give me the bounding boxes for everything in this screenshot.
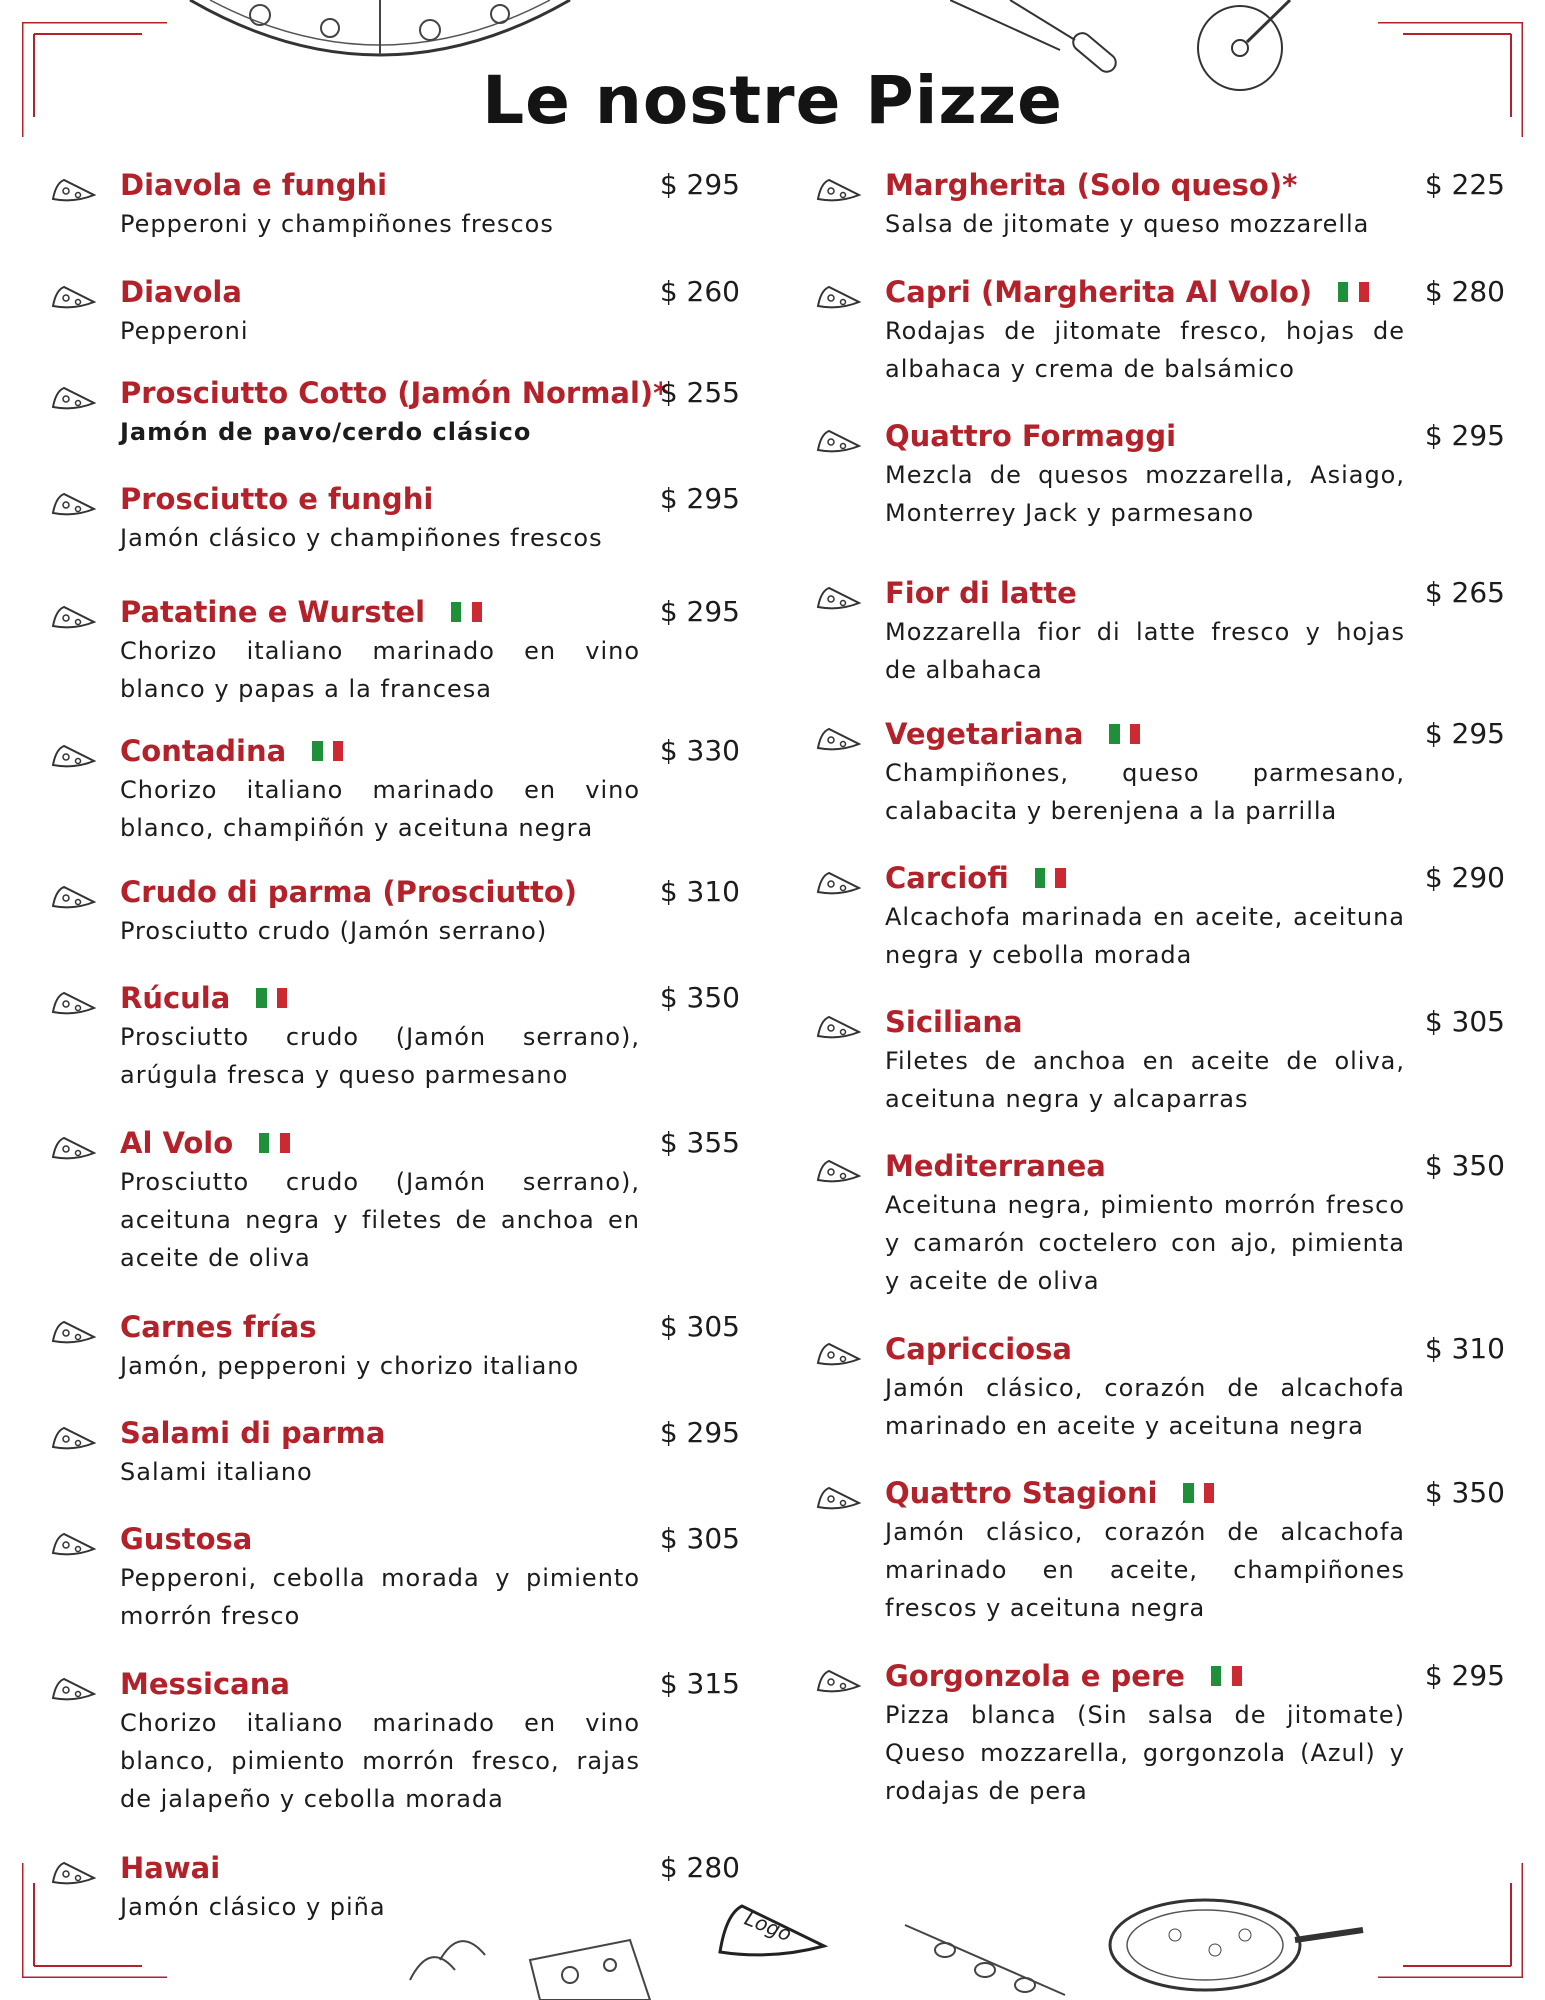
pizza-slice-icon [50,884,96,910]
menu-item-name [120,731,343,771]
menu-item-name-text: Fior di latte [885,576,1077,610]
menu-item-name [120,479,433,519]
menu-item-description: Mezcla de quesos mozzarella, Asiago, Monterrey Jack y parmesano [885,461,1405,527]
menu-item-price: $ 260 [659,275,740,308]
menu-item-price: $ 310 [659,875,740,908]
menu-item-price: $ 355 [659,1126,740,1159]
menu-item-name-text: Carciofi [885,861,1009,895]
italy-flag-icon [1109,724,1140,744]
menu-item-description: Jamón clásico, corazón de alcachofa marinado en aceite, champiñones frescos y aceituna negra [885,1518,1405,1622]
corner-frame-bottom-right [1378,1863,1523,1978]
menu-item-price: $ 330 [659,734,740,767]
pizza-slice-icon [815,1341,861,1367]
menu-item-description: Prosciutto crudo (Jamón serrano) [120,917,548,945]
menu-item-price: $ 280 [1424,275,1505,308]
menu-item-description: Rodajas de jitomate fresco, hojas de albahaca y crema de balsámico [885,317,1405,383]
italy-flag-icon [256,988,287,1008]
menu-item-name-text: Vegetariana [885,717,1084,751]
menu-item-price: $ 295 [659,595,740,628]
menu-item-price: $ 265 [1424,576,1505,609]
menu-item-price: $ 295 [659,168,740,201]
menu-item-price: $ 295 [1424,717,1505,750]
menu-item-price: $ 315 [659,1667,740,1700]
menu-item-name [885,714,1140,754]
menu-item-description: Salami italiano [120,1458,313,1486]
logo-text: Logo [741,1905,796,1947]
menu-item-description: Aceituna negra, pimiento morrón fresco y camarón coctelero con ajo, pimienta y aceite de oliva [885,1191,1405,1295]
menu-item-name [120,872,577,912]
menu-item-name-text: Gorgonzola e pere [885,1659,1185,1693]
menu-item-description: Jamón clásico y piña [120,1893,386,1921]
menu-item-name [120,1123,290,1163]
menu-item-price: $ 350 [1424,1476,1505,1509]
menu-item-description: Mozzarella fior di latte fresco y hojas de albahaca [885,618,1405,684]
menu-item-price: $ 280 [659,1851,740,1884]
menu-item-price: $ 290 [1424,861,1505,894]
menu-item-name-text: Prosciutto Cotto (Jamón Normal)* [120,376,669,410]
pizza-slice-icon [50,385,96,411]
mushroom-cheese-illustration-icon [400,1900,660,2000]
menu-item-name [885,272,1369,312]
pizza-slice-icon [50,1531,96,1557]
menu-item-name [120,272,242,312]
menu-item-price: $ 295 [1424,1659,1505,1692]
menu-item-name [120,592,482,632]
pizza-slice-icon [815,1014,861,1040]
menu-item-price: $ 295 [659,1416,740,1449]
menu-item-name [120,978,287,1018]
menu-item-name-text: Gustosa [120,1522,253,1556]
menu-item-name-text: Messicana [120,1667,290,1701]
menu-item-name-text: Quattro Formaggi [885,419,1177,453]
menu-item-name [120,1519,252,1559]
menu-item-description: Champiñones, queso parmesano, calabacita y berenjena a la parrilla [885,759,1405,825]
pizza-slice-icon [815,1668,861,1694]
menu-item-description: Prosciutto crudo (Jamón serrano), arúgula fresca y queso parmesano [120,1023,640,1089]
pizza-slice-icon [50,990,96,1016]
menu-item-name [885,858,1066,898]
menu-item-name-text: Salami di parma [120,1416,386,1450]
menu-item-name-text: Quattro Stagioni [885,1476,1158,1510]
menu-item-description: Jamón clásico y champiñones frescos [120,524,603,552]
logo [712,1902,832,1962]
menu-item-description: Jamón, pepperoni y chorizo italiano [120,1352,580,1380]
menu-item-name-text: Carnes frías [120,1310,317,1344]
menu-item-name-text: Diavola e funghi [120,168,388,202]
pizza-slice-icon [815,726,861,752]
olive-branch-icon [895,1905,1075,2000]
pizza-slice-icon [815,585,861,611]
menu-item-name [120,373,668,413]
menu-item-price: $ 350 [659,981,740,1014]
menu-item-price: $ 305 [659,1522,740,1555]
pizza-slice-icon [815,284,861,310]
menu-item-name [885,573,1077,613]
pizza-slice-icon [50,491,96,517]
menu-item-name-text: Diavola [120,275,242,309]
menu-item-description: Chorizo italiano marinado en vino blanco, pimiento morrón fresco, rajas de jalapeño y cebolla morada [120,1709,640,1813]
menu-item-description: Pepperoni y champiñones frescos [120,210,554,238]
menu-item-name-text: Crudo di parma (Prosciutto) [120,875,577,909]
pizza-slice-icon [50,177,96,203]
italy-flag-icon [1183,1483,1214,1503]
menu-item-description: Salsa de jitomate y queso mozzarella [885,210,1370,238]
menu-item-name-text: Siciliana [885,1005,1023,1039]
pizza-slice-icon [815,177,861,203]
pizza-slice-icon [815,428,861,454]
menu-item-name-text: Rúcula [120,981,231,1015]
italy-flag-icon [1035,868,1066,888]
menu-item-name [885,1473,1214,1513]
menu-item-name [120,1413,385,1453]
menu-item-price: $ 255 [659,376,740,409]
italy-flag-icon [312,741,343,761]
menu-title: Le nostre Pizze [482,62,1063,139]
menu-item-name-text: Contadina [120,734,287,768]
menu-item-name [885,1329,1072,1369]
menu-item-description: Alcachofa marinada en aceite, aceituna negra y cebolla morada [885,903,1405,969]
pizza-illustration-icon [180,0,580,60]
menu-item-name [120,1848,220,1888]
menu-item-name-text: Hawai [120,1851,221,1885]
menu-item-name [885,416,1176,456]
menu-item-name [120,1307,317,1347]
menu-item-price: $ 310 [1424,1332,1505,1365]
italy-flag-icon [1211,1666,1242,1686]
menu-item-description: Pizza blanca (Sin salsa de jitomate) Queso mozzarella, gorgonzola (Azul) y rodajas de pera [885,1701,1405,1805]
menu-item-description: Filetes de anchoa en aceite de oliva, aceituna negra y alcaparras [885,1047,1405,1113]
menu-item-price: $ 225 [1424,168,1505,201]
pizza-slice-icon [50,1135,96,1161]
pizza-peel-icon [1105,1890,1365,2000]
menu-item-description: Prosciutto crudo (Jamón serrano), aceituna negra y filetes de anchoa en aceite de oliva [120,1168,640,1272]
pizza-slice-icon [815,870,861,896]
menu-item-description: Pepperoni [120,317,249,345]
menu-item-name-text: Al Volo [120,1126,234,1160]
menu-item-description: Chorizo italiano marinado en vino blanco, champiñón y aceituna negra [120,776,640,842]
italy-flag-icon [259,1133,290,1153]
menu-item-price: $ 305 [1424,1005,1505,1038]
menu-item-name-text: Patatine e Wurstel [120,595,426,629]
menu-item-name-text: Prosciutto e funghi [120,482,434,516]
pizza-slice-icon [50,604,96,630]
menu-item-name-text: Capri (Margherita Al Volo) [885,275,1313,309]
pizza-slice-icon [50,743,96,769]
menu-item-name-text: Capricciosa [885,1332,1072,1366]
pizza-slice-icon [50,1425,96,1451]
menu-item-price: $ 350 [1424,1149,1505,1182]
menu-item-name [885,1002,1023,1042]
menu-item-price: $ 295 [659,482,740,515]
italy-flag-icon [451,602,482,622]
menu-item-name [885,1656,1242,1696]
menu-item-name-text: Margherita (Solo queso)* [885,168,1298,202]
pizza-slice-icon [815,1485,861,1511]
menu-item-name [120,1664,290,1704]
italy-flag-icon [1338,282,1369,302]
menu-item-name-text: Mediterranea [885,1149,1106,1183]
menu-item-description: Jamón de pavo/cerdo clásico [120,418,532,446]
menu-item-name [885,1146,1106,1186]
pizza-slice-icon [50,284,96,310]
pizza-slice-icon [50,1676,96,1702]
pizza-slice-icon [50,1319,96,1345]
menu-item-name [885,165,1297,205]
menu-item-description: Pepperoni, cebolla morada y pimiento morrón fresco [120,1564,640,1630]
menu-item-description: Jamón clásico, corazón de alcachofa marinado en aceite y aceituna negra [885,1374,1405,1440]
menu-item-description: Chorizo italiano marinado en vino blanco y papas a la francesa [120,637,640,703]
pizza-slice-icon [50,1860,96,1886]
menu-item-name [120,165,387,205]
menu-item-price: $ 305 [659,1310,740,1343]
pizza-slice-icon [815,1158,861,1184]
menu-item-price: $ 295 [1424,419,1505,452]
